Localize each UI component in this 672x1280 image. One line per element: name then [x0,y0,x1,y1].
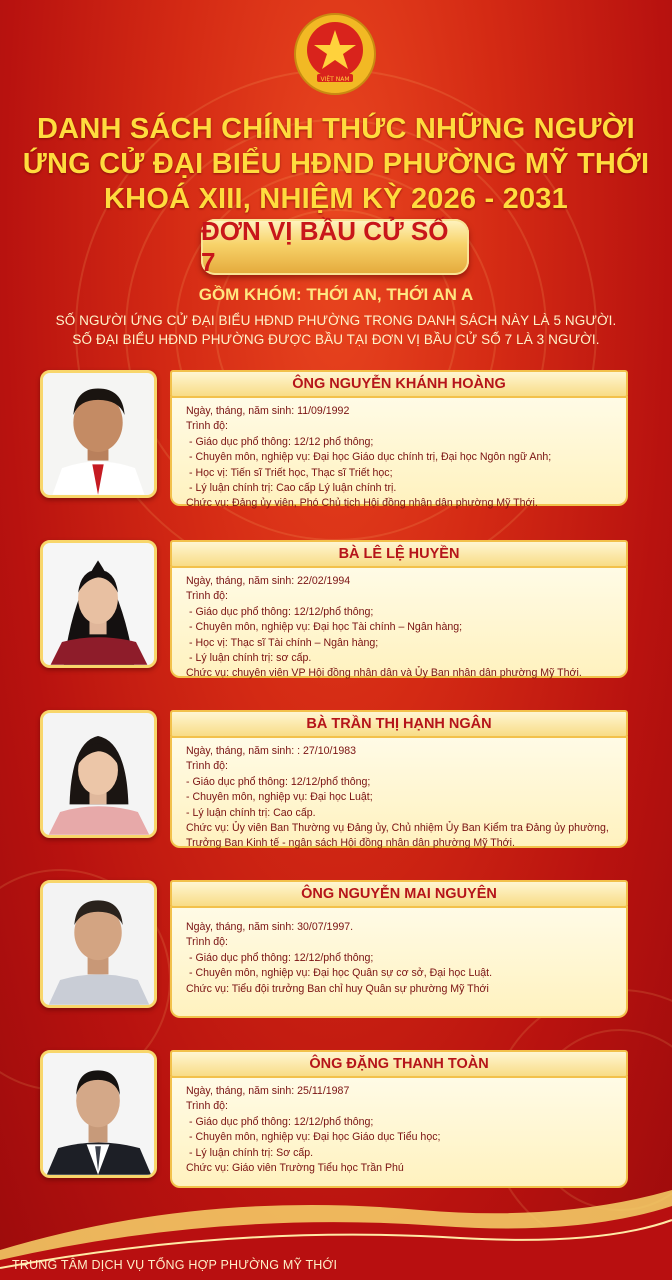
detail-line: - Lý luận chính trị: Sơ cấp. [189,1146,314,1159]
detail-line: Trình độ: [186,760,229,773]
candidate-name-bar [170,1050,628,1078]
detail-line: - Lý luận chính trị: sơ cấp. [189,652,312,665]
title-line-1: DANH SÁCH CHÍNH THỨC NHỮNG NGƯỜI [37,113,635,145]
footer-organization: TRUNG TÂM DỊCH VỤ TỔNG HỢP PHƯỜNG MỸ THỚI [12,1258,338,1272]
page-title [10,112,662,217]
title-line-3: KHOÁ XIII, NHIỆM KỲ 2026 - 2031 [104,183,568,215]
detail-line: Ngày, tháng, năm sinh: 22/02/1994 [186,575,351,587]
detail-line: - Chuyên môn, nghiệp vụ: Đại học Tài chính – Ngân hàng; [189,621,463,634]
candidate-photo [40,540,157,668]
detail-line: - Lý luận chính trị: Cao cấp Lý luận chính trị. [189,482,397,495]
detail-line: - Chuyên môn, nghiệp vụ: Đại học Quân sự cơ sở, Đại học Luật. [189,967,493,980]
candidate-photo [40,370,157,498]
detail-line: - Chuyên môn, nghiệp vụ: Đại học Giáo dục Tiểu học; [189,1131,441,1144]
detail-line: Trình độ: [186,590,229,603]
candidate-name: ÔNG NGUYỄN KHÁNH HOÀNG [292,376,506,392]
detail-line: - Giáo dục phổ thông: 12/12/phổ thông; [186,775,371,788]
detail-line: Chức vụ: Giáo viên Trường Tiểu học Trần Phú [186,1162,404,1175]
emblem-ribbon-text: VIỆT NAM [320,76,350,83]
detail-line: Trưởng Ban Kinh tế - ngân sách Hội đồng nhân dân phường Mỹ Thới. [186,837,515,850]
detail-line: Chức vụ: Đảng ủy viên, Phó Chủ tịch Hội đồng nhân dân phường Mỹ Thới. [186,497,538,510]
detail-line: - Chuyên môn, nghiệp vụ: Đại học Giáo dục chính trị, Đại học Ngôn ngữ Anh; [189,451,552,464]
candidate-details [170,566,628,678]
detail-line: - Giáo dục phổ thông: 12/12/phổ thông; [189,951,374,964]
candidate-name: BÀ LÊ LỆ HUYỀN [338,546,460,562]
electoral-unit-label: ĐƠN VỊ BẦU CỬ SỐ 7 [201,216,449,277]
title-line-2: ỨNG CỬ ĐẠI BIỂU HĐND PHƯỜNG MỸ THỚI [22,148,650,180]
detail-line: - Học vị: Tiến sĩ Triết học, Thạc sĩ Triết học; [189,466,393,479]
info-elected-count: SỐ ĐẠI BIỂU HĐND PHƯỜNG ĐƯỢC BẦU TẠI ĐƠN VỊ BẦU CỬ SỐ 7 LÀ 3 NGƯỜI. [72,332,600,347]
detail-line: Trình độ: [186,1100,229,1113]
candidate-details [170,906,628,1018]
detail-line: Trình độ: [186,420,229,433]
detail-line: Chức vụ: Tiểu đội trưởng Ban chỉ huy Quân sự phường Mỹ Thới [186,982,489,995]
candidate-name: ÔNG ĐẶNG THANH TOÀN [309,1056,489,1072]
detail-line: - Giáo dục phổ thông: 12/12 phổ thông; [189,435,374,448]
info-candidates-count: SỐ NGƯỜI ỨNG CỬ ĐẠI BIỂU HĐND PHƯỜNG TRONG DANH SÁCH NÀY LÀ 5 NGƯỜI. [55,313,617,328]
detail-line: Ngày, tháng, năm sinh: 11/09/1992 [186,405,350,417]
detail-line: Ngày, tháng, năm sinh: 30/07/1997. [186,921,354,933]
candidate-name: BÀ TRẦN THỊ HẠNH NGÂN [306,716,492,732]
detail-line: Trình độ: [186,936,229,949]
detail-line: Ngày, tháng, năm sinh: 25/11/1987 [186,1085,350,1097]
detail-line: Chức vụ: Ủy viên Ban Thường vụ Đảng ủy, Chủ nhiệm Ủy Ban Kiểm tra Đảng ủy phường, [186,822,609,835]
candidate-photo [40,880,157,1008]
detail-line: - Giáo dục phổ thông: 12/12/phổ thông; [189,1115,374,1128]
candidate-name-bar [170,370,628,398]
detail-line: - Chuyên môn, nghiệp vụ: Đại học Luật; [186,791,373,804]
detail-line: - Giáo dục phổ thông: 12/12/phổ thông; [189,605,374,618]
candidate-name: ÔNG NGUYỄN MAI NGUYÊN [301,886,497,902]
candidate-name-bar [170,710,628,738]
detail-line: - Lý luận chính trị: Cao cấp. [186,806,316,819]
candidate-name-bar [170,880,628,908]
candidate-details [170,736,628,848]
detail-line: Ngày, tháng, năm sinh: : 27/10/1983 [186,745,357,757]
detail-line: Chức vụ: chuyên viên VP Hội đồng nhân dân và Ủy Ban nhân dân phường Mỹ Thới. [186,667,582,680]
national-emblem-icon [291,12,379,98]
candidate-photo [40,710,157,838]
area-subtitle: GỒM KHÓM: THỚI AN, THỚI AN A [198,285,474,304]
detail-line: - Học vị: Thạc sĩ Tài chính – Ngân hàng; [189,636,379,649]
electoral-unit-badge [201,216,469,277]
candidate-details [170,396,628,510]
candidate-details [170,1076,628,1188]
candidate-photo [40,1050,157,1178]
candidate-name-bar [170,540,628,568]
